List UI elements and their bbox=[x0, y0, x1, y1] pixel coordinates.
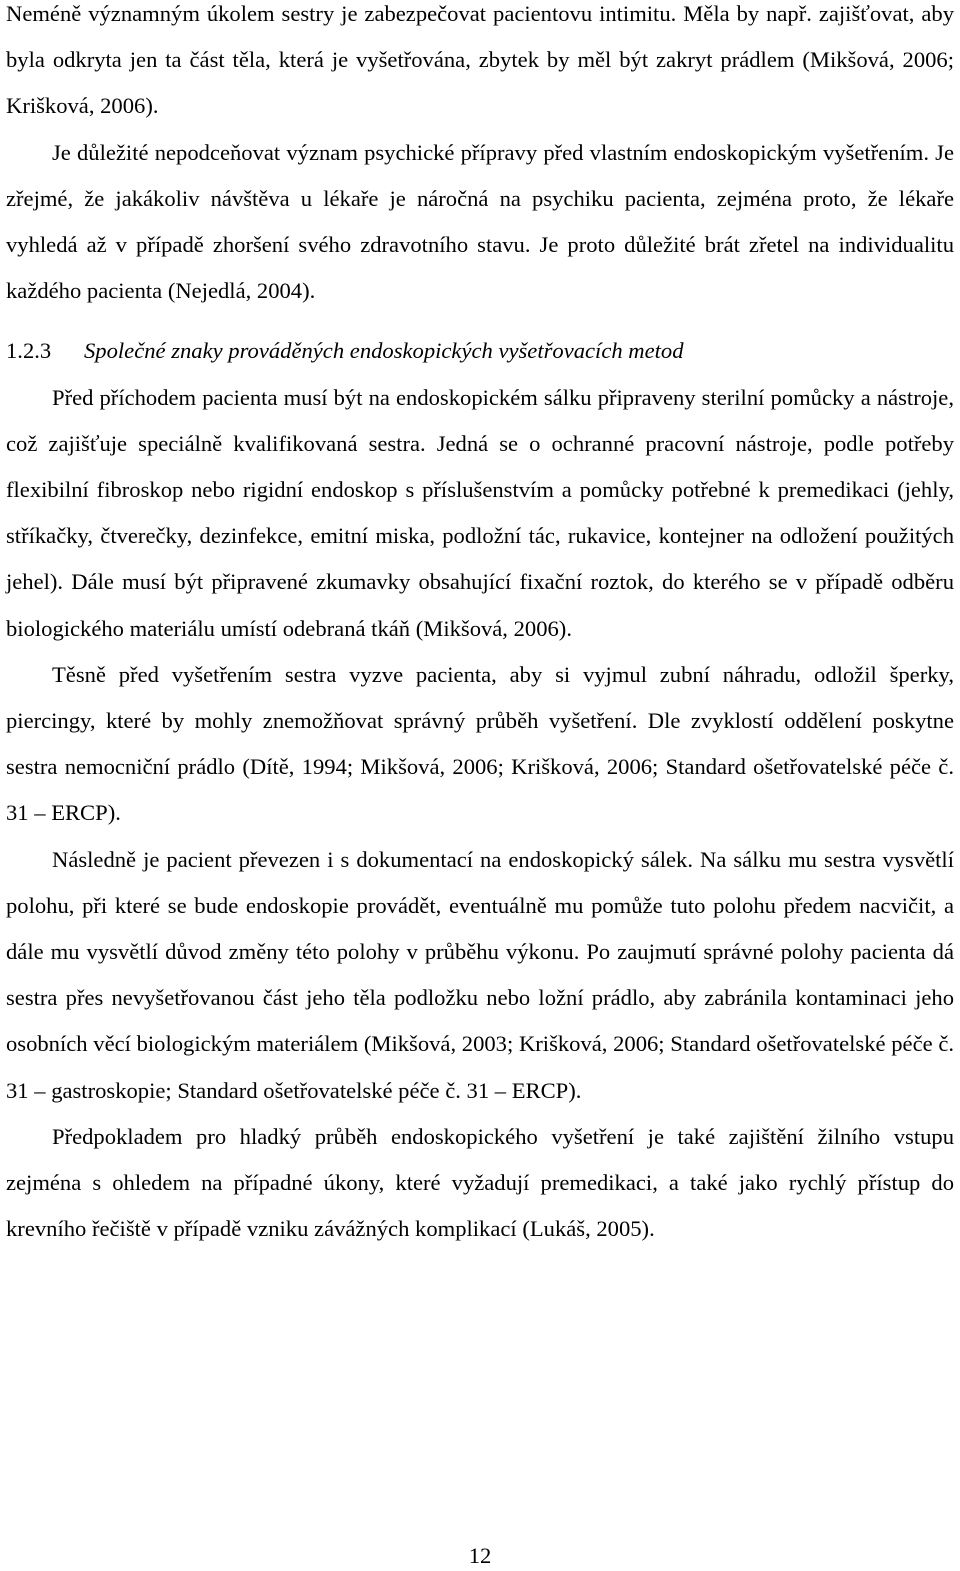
document-page bbox=[6, 0, 954, 1252]
paragraph-psychological-preparation: Je důležité nepodceňovat význam psychické přípravy před vlastním endoskopickým vyšetřením. Je zřejmé, že jakákoliv návštěva u lékaře je náročná na psychiku pacienta, zejména proto, že lékaře vyhledá až v případě zhoršení svého zdravotního stavu. Je proto důležité brát zřetel na individualitu každého pacienta (Nejedlá, 2004). bbox=[6, 139, 954, 304]
paragraph-intimacy: Neméně významným úkolem sestry je zabezpečovat pacientovu intimitu. Měla by např. zajišťovat, aby byla odkryta jen ta část těla, která je vyšetřována, zbytek by měl být zakryt prádlem (Mikšová, 2006; Krišková, 2006). bbox=[6, 1, 954, 119]
section-heading bbox=[6, 328, 954, 374]
paragraph-sterile-equipment: Před příchodem pacienta musí být na endoskopickém sálku připraveny sterilní pomůcky a nástroje, což zajišťuje speciálně kvalifikovaná sestra. Jedná se o ochranné pracovní nástroje, podle potřeby flexibilní fibroskop nebo rigidní endoskop s příslušenstvím a pomůcky potřebné k premedikaci (jehly, stříkačky, čtverečky, dezinfekce, emitní miska, podložní tác, rukavice, kontejner na odložení použitých jehel). Dále musí být připravené zkumavky obsahující fixační roztok, do kterého se v případě odběru biologického materiálu umístí odebraná tkáň (Mikšová, 2006). bbox=[6, 384, 954, 641]
section-title: Společné znaky prováděných endoskopických vyšetřovacích metod bbox=[84, 338, 684, 364]
paragraph-transport-and-position: Následně je pacient převezen i s dokumentací na endoskopický sálek. Na sálku mu sestra vysvětlí polohu, při které se bude endoskopie provádět, eventuálně mu pomůže tuto polohu předem nacvičit, a dále mu vysvětlí důvod změny této polohy v průběhu výkonu. Po zaujmutí správné polohy pacienta dá sestra přes nevyšetřovanou část jeho těla podložku nebo ložní prádlo, aby zabránila kontaminaci jeho osobních věcí biologickým materiálem (Mikšová, 2003; Krišková, 2006; Standard ošetřovatelské péče č. 31 – gastroskopie; Standard ošetřovatelské péče č. 31 – ERCP). bbox=[6, 846, 954, 1103]
page-number: 12 bbox=[468, 1543, 492, 1568]
paragraph-venous-access: Předpokladem pro hladký průběh endoskopického vyšetření je také zajištění žilního vstupu zejména s ohledem na případné úkony, které vyžadují premedikaci, a také jako rychlý přístup do krevního řečiště v případě vzniku závážných komplikací (Lukáš, 2005). bbox=[6, 1123, 954, 1242]
paragraph-before-examination: Těsně před vyšetřením sestra vyzve pacienta, aby si vyjmul zubní náhradu, odložil šperky, piercingy, které by mohly znemožňovat správný průběh vyšetření. Dle zvyklostí oddělení poskytne sestra nemocniční prádlo (Dítě, 1994; Mikšová, 2006; Krišková, 2006; Standard ošetřovatelské péče č. 31 – ERCP). bbox=[6, 661, 954, 826]
section-number: 1.2.3 bbox=[6, 338, 52, 364]
